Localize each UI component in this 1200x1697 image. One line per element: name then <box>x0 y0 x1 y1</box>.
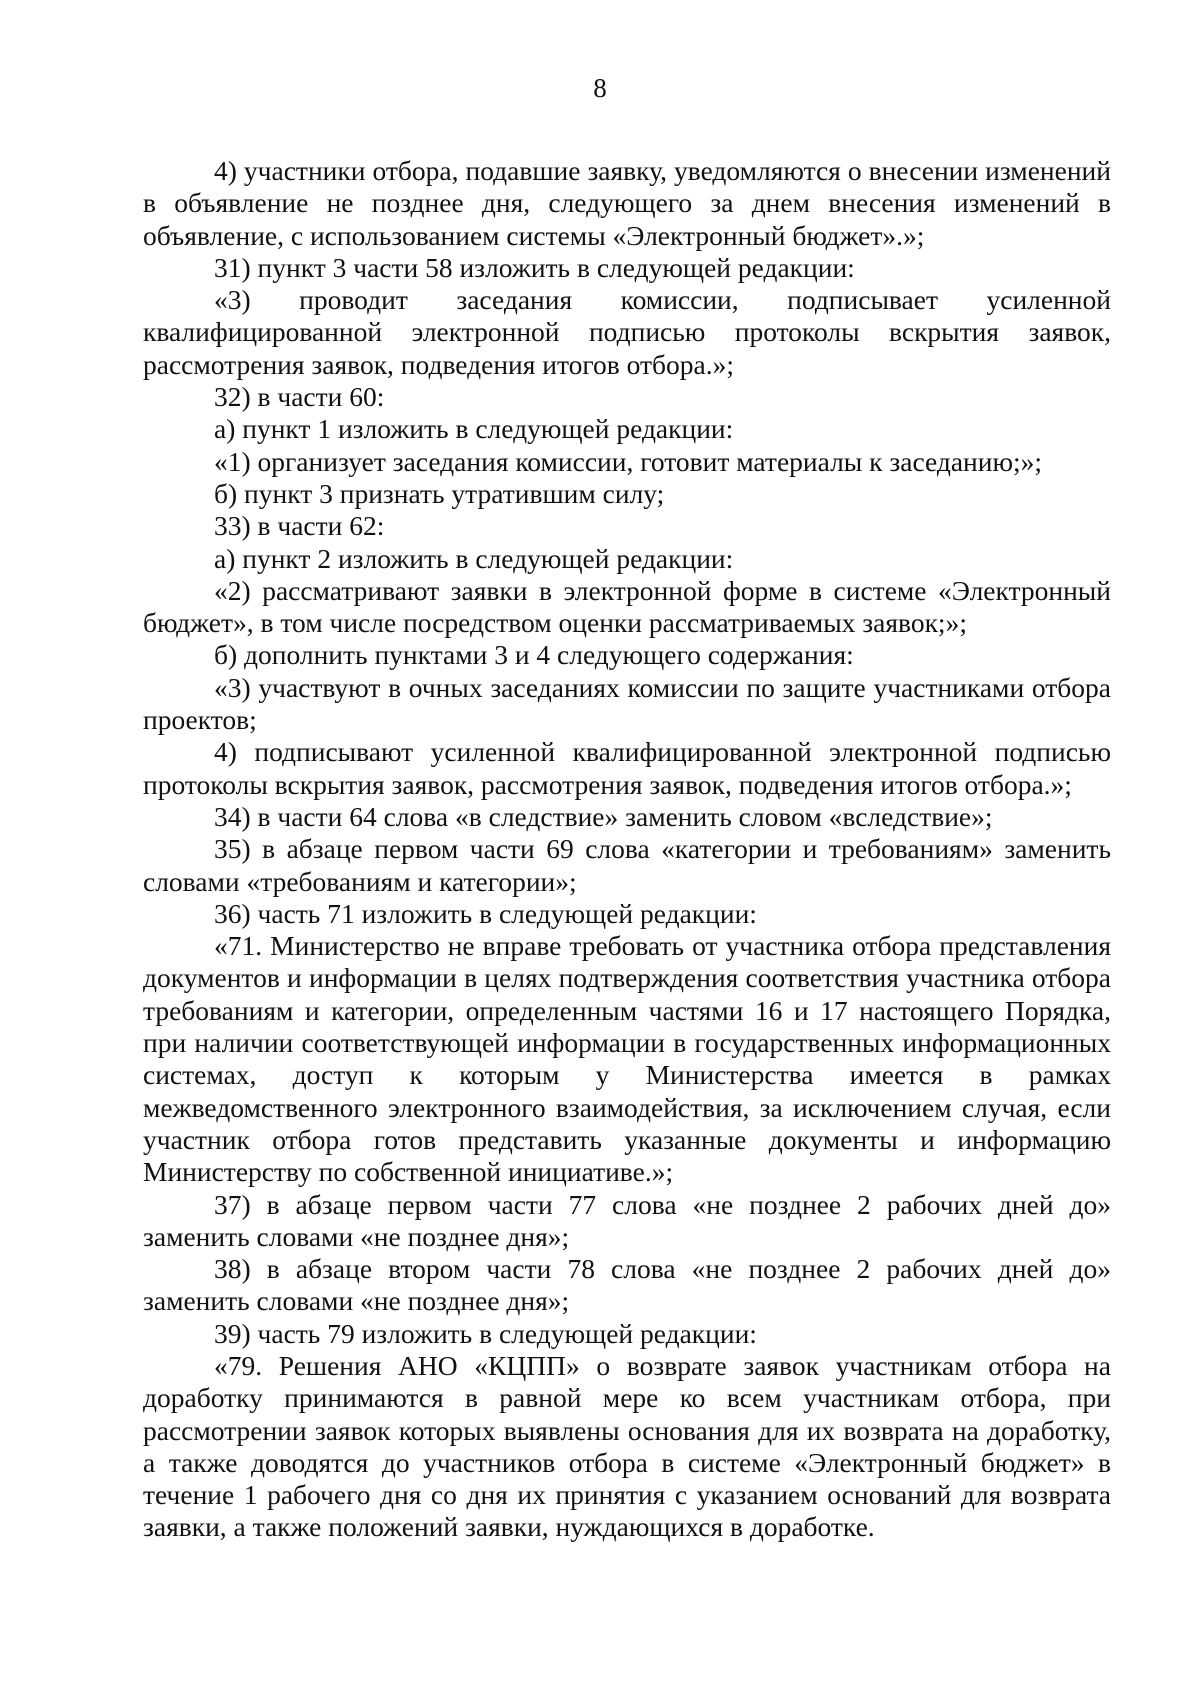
paragraph: 38) в абзаце втором части 78 слова «не позднее 2 рабочих дней до» заменить словами «не позднее дня»; <box>143 1253 1111 1317</box>
paragraph: «71. Министерство не вправе требовать от участника отбора представления документов и информации в целях подтверждения соответствия участника отбора требованиям и категории, определенным частями 16 и 17 настоящего Порядка, при наличии соответствующей информации в государственных информационных системах, доступ к которым у Министерства имеется в рамках межведомственного электронного взаимодействия, за исключением случая, если участник отбора готов представить указанные документы и информацию Министерству по собственной инициативе.»; <box>143 930 1111 1188</box>
paragraph: «79. Решения АНО «КЦПП» о возврате заявок участникам отбора на доработку принимаются в равной мере ко всем участникам отбора, при рассмотрении заявок которых выявлены основания для их возврата на доработку, а также доводятся до участников отбора в системе «Электронный бюджет» в течение 1 рабочего дня со дня их принятия с указанием оснований для возврата заявки, а также положений заявки, нуждающихся в доработке. <box>143 1349 1111 1543</box>
paragraph: 35) в абзаце первом части 69 слова «категории и требованиям» заменить словами «требованиям и категории»; <box>143 833 1111 897</box>
paragraph: б) пункт 3 признать утратившим силу; <box>214 477 665 509</box>
paragraph: а) пункт 2 изложить в следующей редакции: <box>214 542 734 574</box>
paragraph: «3) участвуют в очных заседаниях комиссии по защите участниками отбора проектов; <box>143 671 1111 736</box>
paragraph: 4) участники отбора, подавшие заявку, уведомляются о внесении изменений в объявление не позднее дня, следующего за днем внесения изменений в объявление, с использованием системы «Электронный бюджет».»; <box>143 155 1111 251</box>
paragraph: «3) проводит заседания комиссии, подписывает усиленной квалифицированной электронной подписью протоколы вскрытия заявок, рассмотрения заявок, подведения итогов отбора.»; <box>143 284 1111 380</box>
paragraph: «1) организует заседания комиссии, готовит материалы к заседанию;»; <box>214 445 1043 477</box>
paragraph: 36) часть 71 изложить в следующей редакции: <box>214 897 757 929</box>
paragraph: «2) рассматривают заявки в электронной форме в системе «Электронный бюджет», в том числе посредством оценки рассматриваемых заявок;»; <box>143 574 1111 639</box>
paragraph: 37) в абзаце первом части 77 слова «не позднее 2 рабочих дней до» заменить словами «не позднее дня»; <box>143 1188 1111 1252</box>
paragraph: б) дополнить пунктами 3 и 4 следующего содержания: <box>214 639 854 671</box>
paragraph: 4) подписывают усиленной квалифицированной электронной подписью протоколы вскрытия заявок, рассмотрения заявок, подведения итогов отбора.»; <box>143 736 1111 800</box>
paragraph: 33) в части 62: <box>214 510 385 542</box>
paragraph: 39) часть 79 изложить в следующей редакции: <box>214 1317 757 1349</box>
document-body <box>143 155 1111 1544</box>
paragraph: а) пункт 1 изложить в следующей редакции: <box>214 413 734 445</box>
page-number: 8 <box>593 73 607 103</box>
paragraph: 31) пункт 3 части 58 изложить в следующей редакции: <box>214 251 855 283</box>
paragraph: 34) в части 64 слова «в следствие» заменить словом «вследствие»; <box>214 800 993 832</box>
paragraph: 32) в части 60: <box>214 381 385 413</box>
